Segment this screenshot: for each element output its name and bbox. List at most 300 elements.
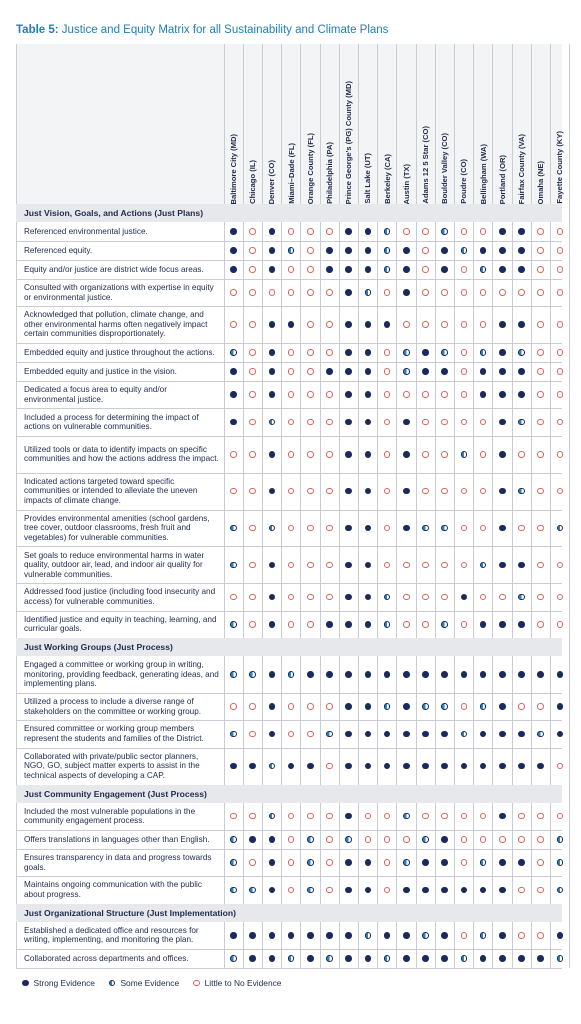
matrix-cell	[339, 720, 358, 747]
column-header-label: Orange County (FL)	[305, 132, 315, 204]
column-header	[358, 44, 377, 204]
evidence-little-icon	[249, 813, 256, 820]
matrix-cell	[416, 803, 435, 830]
matrix-cell	[474, 720, 493, 747]
evidence-little-icon	[441, 488, 448, 495]
matrix-cell	[493, 408, 512, 435]
evidence-little-icon	[326, 349, 333, 356]
matrix-cell	[493, 748, 512, 785]
matrix-cell	[435, 949, 454, 968]
matrix-cell	[531, 748, 550, 785]
evidence-little-icon	[384, 859, 391, 866]
evidence-strong-icon	[499, 621, 506, 628]
matrix-cell	[282, 222, 301, 241]
matrix-cell	[358, 381, 377, 408]
evidence-little-icon	[557, 266, 564, 273]
evidence-little-icon	[480, 488, 487, 495]
evidence-little-icon	[365, 813, 372, 820]
matrix-cell	[512, 260, 531, 279]
evidence-little-icon	[384, 836, 391, 843]
matrix-cell	[474, 381, 493, 408]
column-header	[282, 44, 301, 204]
table-caption: Justice and Equity Matrix for all Sustainability and Climate Plans	[58, 24, 389, 36]
evidence-strong-icon	[365, 266, 372, 273]
evidence-strong-icon	[480, 621, 487, 628]
evidence-little-icon	[249, 321, 256, 328]
evidence-little-icon	[422, 594, 429, 601]
evidence-little-icon	[441, 321, 448, 328]
evidence-strong-icon	[345, 349, 352, 356]
evidence-little-icon	[557, 419, 564, 426]
evidence-little-icon	[326, 763, 333, 770]
evidence-little-icon	[557, 228, 564, 235]
legend-item	[193, 978, 281, 988]
evidence-little-icon	[537, 368, 544, 375]
matrix-cell	[397, 381, 416, 408]
matrix-cell	[454, 583, 473, 610]
matrix-cell	[416, 583, 435, 610]
evidence-little-icon	[288, 266, 295, 273]
evidence-strong-icon	[441, 247, 448, 254]
evidence-little-icon	[307, 228, 314, 235]
evidence-strong-icon	[441, 731, 448, 738]
evidence-strong-icon	[518, 731, 525, 738]
matrix-cell	[416, 949, 435, 968]
matrix-cell	[358, 510, 377, 547]
evidence-strong-icon	[345, 671, 352, 678]
evidence-little-icon	[307, 266, 314, 273]
matrix-cell	[378, 949, 397, 968]
matrix-cell	[454, 830, 473, 849]
evidence-little-icon	[480, 419, 487, 426]
evidence-strong-icon	[557, 671, 564, 678]
matrix-cell	[282, 876, 301, 903]
matrix-cell	[224, 473, 243, 510]
evidence-little-icon	[461, 525, 468, 532]
matrix-cell	[512, 510, 531, 547]
evidence-strong-icon	[422, 955, 429, 962]
evidence-strong-icon	[518, 247, 525, 254]
matrix-cell	[512, 949, 531, 968]
evidence-some-icon	[557, 836, 564, 843]
evidence-strong-icon	[269, 887, 276, 894]
matrix-cell	[550, 656, 569, 693]
matrix-cell	[550, 279, 569, 306]
matrix-cell	[262, 260, 281, 279]
evidence-strong-icon	[480, 887, 487, 894]
matrix-cell	[358, 748, 377, 785]
matrix-cell	[339, 803, 358, 830]
evidence-little-icon	[537, 813, 544, 820]
legend-label: Little to No Evidence	[204, 978, 282, 988]
matrix-cell	[320, 343, 339, 362]
evidence-strong-icon	[480, 368, 487, 375]
evidence-strong-icon	[518, 562, 525, 569]
evidence-little-icon	[557, 562, 564, 569]
evidence-little-icon	[480, 321, 487, 328]
row-label: Set goals to reduce environmental harms in water quality, outdoor air, lead, and indoor air quality for vulnerable communities.	[24, 550, 205, 579]
matrix-cell	[550, 408, 569, 435]
legend-label: Strong Evidence	[33, 978, 95, 988]
matrix-cell	[474, 260, 493, 279]
matrix-cell	[358, 803, 377, 830]
evidence-strong-icon	[345, 763, 352, 770]
evidence-little-icon	[288, 488, 295, 495]
matrix-cell	[435, 408, 454, 435]
matrix-cell	[416, 343, 435, 362]
matrix-cell	[243, 279, 262, 306]
matrix-cell	[243, 720, 262, 747]
evidence-little-icon	[326, 289, 333, 296]
evidence-little-icon	[249, 488, 256, 495]
evidence-little-icon	[230, 451, 237, 458]
evidence-strong-icon	[230, 932, 237, 939]
evidence-strong-icon	[230, 763, 237, 770]
matrix-cell	[550, 693, 569, 720]
evidence-strong-icon	[345, 731, 352, 738]
evidence-some-icon	[384, 955, 391, 962]
evidence-strong-icon	[249, 836, 256, 843]
evidence-strong-icon	[269, 368, 276, 375]
matrix-cell	[243, 381, 262, 408]
evidence-little-icon	[384, 488, 391, 495]
evidence-little-icon	[461, 703, 468, 710]
matrix-cell	[262, 720, 281, 747]
matrix-cell	[243, 222, 262, 241]
evidence-some-icon	[230, 562, 237, 569]
evidence-some-icon	[422, 932, 429, 939]
matrix-cell	[262, 849, 281, 876]
evidence-strong-icon	[365, 451, 372, 458]
matrix-cell	[454, 436, 473, 473]
matrix-cell	[397, 306, 416, 343]
evidence-little-icon	[403, 228, 410, 235]
column-header-label: Prince George's (PG) County (MD)	[344, 80, 354, 204]
evidence-little-icon	[307, 731, 314, 738]
evidence-strong-icon	[384, 671, 391, 678]
evidence-some-icon	[345, 836, 352, 843]
row-label: Addressed food justice (including food insecurity and access) for vulnerable communities.	[24, 587, 216, 607]
matrix-cell	[282, 260, 301, 279]
evidence-little-icon	[422, 391, 429, 398]
matrix-cell	[378, 720, 397, 747]
evidence-strong-icon	[518, 763, 525, 770]
evidence-strong-icon	[307, 932, 314, 939]
matrix-cell	[378, 611, 397, 638]
matrix-cell	[531, 306, 550, 343]
evidence-some-icon	[480, 703, 487, 710]
evidence-little-icon	[518, 887, 525, 894]
matrix-cell	[339, 241, 358, 260]
evidence-little-icon	[537, 594, 544, 601]
evidence-little-icon	[249, 391, 256, 398]
evidence-little-icon	[441, 451, 448, 458]
matrix-cell	[224, 748, 243, 785]
evidence-some-icon	[384, 703, 391, 710]
evidence-little-icon	[480, 594, 487, 601]
matrix-cell	[320, 408, 339, 435]
matrix-cell	[416, 241, 435, 260]
matrix-cell	[454, 306, 473, 343]
matrix-cell	[224, 849, 243, 876]
evidence-little-icon	[403, 594, 410, 601]
matrix-cell	[224, 343, 243, 362]
evidence-strong-icon	[499, 703, 506, 710]
matrix-cell	[339, 473, 358, 510]
evidence-little-icon	[480, 525, 487, 532]
matrix-cell	[243, 830, 262, 849]
evidence-little-icon	[307, 321, 314, 328]
matrix-cell	[474, 362, 493, 381]
evidence-little-icon	[365, 836, 372, 843]
evidence-strong-icon	[345, 321, 352, 328]
evidence-some-icon	[384, 594, 391, 601]
matrix-cell	[397, 222, 416, 241]
evidence-little-icon	[288, 289, 295, 296]
evidence-strong-icon	[269, 562, 276, 569]
row-label: Included a process for determining the impact of actions on vulnerable communities.	[24, 412, 199, 432]
evidence-little-icon	[326, 451, 333, 458]
evidence-little-icon	[499, 836, 506, 843]
evidence-little-icon	[422, 321, 429, 328]
matrix-cell	[243, 362, 262, 381]
matrix-cell	[378, 473, 397, 510]
matrix-cell	[339, 830, 358, 849]
matrix-cell	[531, 720, 550, 747]
evidence-little-icon	[249, 419, 256, 426]
evidence-little-icon	[461, 391, 468, 398]
evidence-strong-icon	[499, 419, 506, 426]
matrix-cell	[550, 849, 569, 876]
section-header: Just Working Groups (Just Process)	[16, 638, 562, 656]
column-header	[454, 44, 473, 204]
matrix-cell	[397, 656, 416, 693]
matrix-cell	[358, 656, 377, 693]
matrix-cell	[262, 362, 281, 381]
evidence-some-icon	[441, 703, 448, 710]
evidence-little-icon	[403, 391, 410, 398]
matrix-cell	[454, 748, 473, 785]
evidence-some-icon	[249, 887, 256, 894]
evidence-little-icon	[249, 228, 256, 235]
matrix-cell	[243, 546, 262, 583]
matrix-cell	[435, 473, 454, 510]
matrix-cell	[378, 830, 397, 849]
evidence-little-icon	[422, 813, 429, 820]
matrix-cell	[358, 611, 377, 638]
matrix-cell	[320, 260, 339, 279]
evidence-some-icon	[269, 525, 276, 532]
matrix-cell	[282, 436, 301, 473]
matrix-cell	[512, 583, 531, 610]
evidence-little-icon	[326, 419, 333, 426]
matrix-cell	[301, 830, 320, 849]
matrix-cell	[282, 849, 301, 876]
evidence-little-icon	[480, 813, 487, 820]
evidence-little-icon	[326, 525, 333, 532]
evidence-strong-icon	[518, 955, 525, 962]
evidence-little-icon	[403, 836, 410, 843]
row-label: Established a dedicated office and resources for writing, implementing, and monitoring the plan.	[24, 925, 199, 945]
evidence-strong-icon	[345, 621, 352, 628]
evidence-little-icon	[537, 419, 544, 426]
matrix-cell	[416, 720, 435, 747]
matrix-cell	[531, 260, 550, 279]
matrix-cell	[416, 693, 435, 720]
matrix-cell	[454, 849, 473, 876]
evidence-strong-icon	[518, 391, 525, 398]
row-label: Embedded equity and justice throughout the actions.	[24, 347, 215, 357]
evidence-strong-icon	[326, 266, 333, 273]
evidence-some-icon	[441, 525, 448, 532]
evidence-little-icon	[249, 451, 256, 458]
matrix-cell	[339, 583, 358, 610]
evidence-strong-icon	[403, 932, 410, 939]
matrix-cell	[416, 279, 435, 306]
matrix-cell	[301, 656, 320, 693]
evidence-some-icon	[326, 955, 333, 962]
matrix-cell	[282, 546, 301, 583]
evidence-strong-icon	[326, 247, 333, 254]
evidence-strong-icon	[345, 247, 352, 254]
evidence-little-icon	[384, 391, 391, 398]
section-header: Just Organizational Structure (Just Implementation)	[16, 904, 562, 922]
matrix-cell	[493, 720, 512, 747]
matrix-cell	[512, 803, 531, 830]
evidence-little-icon	[249, 368, 256, 375]
matrix-cell	[474, 583, 493, 610]
row-label: Indicated actions targeted toward specific communities or intended to alleviate the uneven impacts of climate change.	[24, 476, 198, 505]
matrix-cell	[243, 748, 262, 785]
evidence-strong-icon	[345, 228, 352, 235]
evidence-strong-icon	[499, 228, 506, 235]
evidence-some-icon	[422, 703, 429, 710]
matrix-cell	[512, 922, 531, 949]
matrix-cell	[454, 803, 473, 830]
evidence-strong-icon	[480, 731, 487, 738]
evidence-little-icon	[518, 289, 525, 296]
evidence-strong-icon	[499, 266, 506, 273]
evidence-some-icon	[557, 859, 564, 866]
matrix-cell	[435, 922, 454, 949]
column-header-label: Miami–Dade (FL)	[286, 143, 296, 204]
evidence-little-icon	[461, 419, 468, 426]
matrix-cell	[531, 510, 550, 547]
evidence-strong-icon	[441, 836, 448, 843]
evidence-little-icon	[384, 525, 391, 532]
matrix-cell	[512, 436, 531, 473]
evidence-strong-icon	[326, 621, 333, 628]
evidence-strong-icon	[326, 671, 333, 678]
matrix-cell	[378, 849, 397, 876]
evidence-little-icon	[537, 266, 544, 273]
evidence-little-icon	[422, 621, 429, 628]
matrix-cell	[282, 343, 301, 362]
evidence-some-icon	[384, 228, 391, 235]
evidence-some-icon	[269, 419, 276, 426]
matrix-cell	[531, 583, 550, 610]
matrix-cell	[531, 611, 550, 638]
matrix-cell	[416, 876, 435, 903]
matrix-cell	[493, 473, 512, 510]
evidence-some-icon	[403, 859, 410, 866]
evidence-little-icon	[461, 836, 468, 843]
matrix-cell	[243, 260, 262, 279]
matrix-cell	[243, 473, 262, 510]
matrix-cell	[397, 279, 416, 306]
column-header-label: Philadelphia (PA)	[325, 142, 334, 204]
evidence-strong-icon	[518, 321, 525, 328]
evidence-little-icon	[461, 813, 468, 820]
evidence-little-icon	[384, 289, 391, 296]
evidence-little-icon	[288, 368, 295, 375]
matrix-cell	[474, 343, 493, 362]
matrix-cell	[358, 436, 377, 473]
matrix-cell	[474, 748, 493, 785]
matrix-cell	[320, 693, 339, 720]
evidence-strong-icon	[269, 955, 276, 962]
evidence-some-icon	[461, 955, 468, 962]
matrix-cell	[512, 849, 531, 876]
evidence-some-icon	[384, 247, 391, 254]
matrix-cell	[339, 656, 358, 693]
matrix-cell	[550, 720, 569, 747]
matrix-cell	[358, 260, 377, 279]
evidence-little-icon	[403, 621, 410, 628]
column-header	[262, 44, 281, 204]
matrix-cell	[224, 803, 243, 830]
matrix-cell	[397, 693, 416, 720]
evidence-strong-icon	[365, 671, 372, 678]
column-header	[493, 44, 512, 204]
evidence-little-icon	[537, 451, 544, 458]
section-header: Just Community Engagement (Just Process)	[16, 785, 562, 803]
row-label: Ensured committee or working group members represent the students and families of the District.	[24, 724, 204, 744]
column-header	[339, 44, 358, 204]
evidence-strong-icon	[499, 887, 506, 894]
matrix-cell	[512, 241, 531, 260]
evidence-some-icon	[480, 859, 487, 866]
evidence-little-icon	[537, 703, 544, 710]
evidence-little-icon	[288, 349, 295, 356]
evidence-strong-icon	[422, 887, 429, 894]
evidence-little-icon	[307, 419, 314, 426]
evidence-strong-icon	[345, 419, 352, 426]
evidence-strong-icon	[269, 321, 276, 328]
matrix-cell	[378, 546, 397, 583]
matrix-cell	[435, 876, 454, 903]
matrix-cell	[397, 546, 416, 583]
matrix-cell	[454, 222, 473, 241]
matrix-cell	[282, 949, 301, 968]
evidence-little-icon	[518, 451, 525, 458]
matrix-cell	[416, 362, 435, 381]
matrix-cell	[416, 306, 435, 343]
matrix-cell	[320, 222, 339, 241]
evidence-some-icon	[307, 859, 314, 866]
column-header	[397, 44, 416, 204]
evidence-strong-icon	[269, 731, 276, 738]
matrix-cell	[493, 849, 512, 876]
matrix-cell	[416, 922, 435, 949]
matrix-cell	[512, 830, 531, 849]
matrix-cell	[435, 720, 454, 747]
matrix-cell	[512, 693, 531, 720]
evidence-little-icon	[288, 451, 295, 458]
matrix-cell	[339, 362, 358, 381]
matrix-cell	[550, 876, 569, 903]
evidence-little-icon	[557, 594, 564, 601]
